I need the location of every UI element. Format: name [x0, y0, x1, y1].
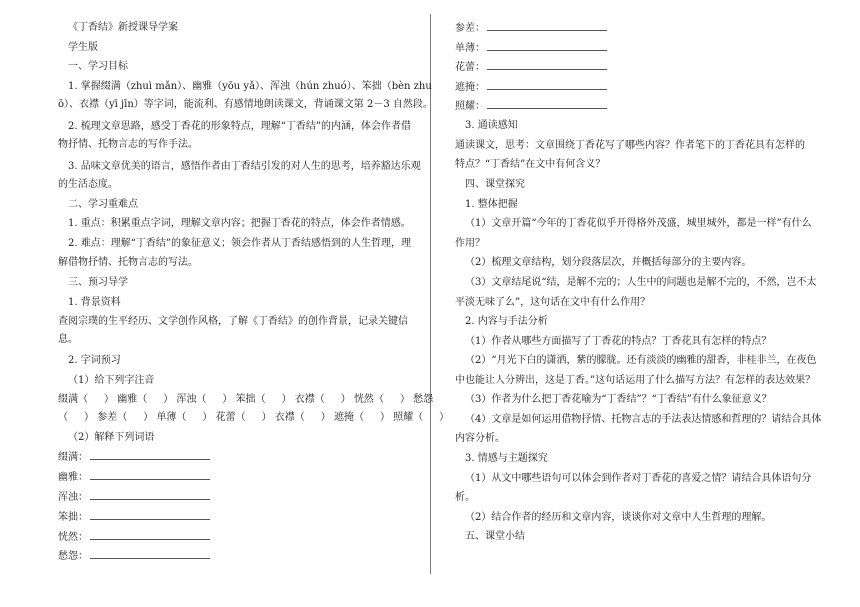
question-3-line-2: 平淡无味了么”，这句话在文中有什么作用？	[455, 297, 651, 308]
question-2: （2）梳理文章结构，划分段落层次，并概括每部分的主要内容。	[465, 257, 752, 268]
section-heading-explore: 四、课堂探究	[465, 179, 525, 190]
analysis-4-line-1: （4）文章是如何运用借物抒情、托物言志的手法表达情感和哲理的？请结合具体	[465, 414, 822, 425]
answer-blank[interactable]	[90, 490, 210, 500]
goal-3-line-1: 3. 品味文章优美的语言，感悟作者由丁香结引发的对人生的思考，培养豁达乐观	[68, 161, 421, 172]
explain-item[interactable]: 幽雅：	[58, 470, 210, 485]
pinyin-word: 单薄	[156, 412, 177, 423]
answer-blank[interactable]	[487, 99, 607, 109]
key-point-1: 1. 重点：积累重点字词，理解文章内容；把握丁香花的特点，体会作者情感。	[68, 218, 411, 229]
perceive-line-1: 通读课文，思考：文章围绕丁香花写了哪些内容？作者笔下的丁香花具有怎样的	[455, 140, 805, 151]
pinyin-word: 遮掩	[333, 412, 354, 423]
explain-item[interactable]: 浑浊：	[58, 490, 210, 505]
perceive-line-2: 特点？“丁香结”在文中有何含义？	[455, 159, 606, 170]
question-1-line-1: （1）文章开篇“今年的丁香花似乎开得格外茂盛，城里城外，都是一样”有什么	[465, 218, 812, 229]
section-heading-goals: 一、学习目标	[68, 61, 128, 72]
explain-item[interactable]: 花蕾：	[455, 60, 607, 75]
section-heading-summary: 五、课堂小结	[465, 531, 525, 542]
analysis-4-line-2: 内容分析。	[455, 433, 505, 444]
pinyin-row-2: （ ） 参差（ ） 单薄（ ） 花蕾（ ） 衣襟（ ） 遮掩（ ） 照耀（ ）	[58, 412, 450, 423]
analysis-1: （1）作者从哪些方面描写了丁香花的特点？丁香花具有怎样的特点？	[465, 336, 772, 347]
question-3-line-1: （3）文章结尾说“结，是解不完的；人生中的问题也是解不完的，不然，岂不太	[465, 277, 817, 288]
grasp-heading: 1. 整体把握	[465, 199, 518, 210]
explain-item[interactable]: 缀满：	[58, 450, 210, 465]
answer-blank[interactable]	[487, 21, 607, 31]
pinyin-heading: （1）给下列字注音	[68, 375, 155, 386]
answer-blank[interactable]	[90, 549, 210, 559]
pinyin-word: 衣襟	[274, 412, 295, 423]
goal-1-line-1: 1. 掌握缀满（zhuì mǎn）、幽雅（yōu yǎ）、浑浊（hún zhuó）、笨拙（bèn zhu	[68, 81, 432, 92]
pinyin-word: 参差	[97, 412, 118, 423]
pinyin-word: 浑浊	[176, 394, 197, 405]
pinyin-word: 笨拙	[235, 394, 256, 405]
word-preview-heading: 2. 字词预习	[68, 355, 121, 366]
background-line-2: 息。	[58, 334, 78, 345]
explain-item[interactable]: 恍然：	[58, 530, 210, 545]
question-1-line-2: 作用？	[455, 238, 485, 249]
theme-1-line-1: （1）从文中哪些语句可以体会到作者对丁香花的喜爱之情？请结合具体语句分	[465, 473, 812, 484]
theme-heading: 3. 情感与主题探究	[465, 453, 548, 464]
background-line-1: 查阅宗璞的生平经历、文学创作风格，了解《丁香结》的创作背景，记录关键信	[58, 316, 408, 327]
explain-item[interactable]: 照耀：	[455, 99, 607, 114]
goal-2-line-2: 物抒情、托物言志的写作手法。	[58, 139, 198, 150]
answer-blank[interactable]	[90, 450, 210, 460]
theme-1-line-2: 析。	[455, 492, 475, 503]
analysis-heading: 2. 内容与手法分析	[465, 316, 548, 327]
pinyin-word: 愁怨	[413, 394, 434, 405]
background-heading: 1. 背景资料	[68, 297, 121, 308]
document-title: 《丁香结》新授课导学案	[68, 22, 178, 33]
answer-blank[interactable]	[90, 470, 210, 480]
pinyin-word: 缀满	[58, 394, 78, 405]
pinyin-word: 恍然	[353, 394, 374, 405]
answer-blank[interactable]	[90, 530, 210, 540]
key-point-2-line-1: 2. 难点：理解“丁香结”的象征意义；领会作者从丁香结感悟到的人生哲理，理	[68, 238, 411, 249]
section-heading-preview: 三、预习导学	[68, 277, 128, 288]
goal-1-line-2: ō）、衣襟（yī jīn）等字词，能流利、有感情地朗读课文，背诵课文第 2－3 自然段。	[58, 99, 433, 110]
explain-item[interactable]: 单薄：	[455, 41, 607, 56]
answer-blank[interactable]	[487, 80, 607, 90]
pinyin-row-1: 缀满（ ） 幽雅（ ） 浑浊（ ） 笨拙（ ） 衣襟（ ） 恍然（ ） 愁怨	[58, 394, 434, 405]
explain-item[interactable]: 参差：	[455, 21, 607, 36]
analysis-2-line-2: 中也能让人分辨出，这是丁香。”这句话运用了什么描写方法？有怎样的表达效果？	[455, 375, 816, 386]
goal-2-line-1: 2. 梳理文章思路，感受丁香花的形象特点，理解“丁香结”的内涵，体会作者借	[68, 121, 411, 132]
theme-2: （2）结合作者的经历和文章内容，谈谈你对文章中人生哲理的理解。	[465, 512, 772, 523]
analysis-3: （3）作者为什么把丁香花喻为“丁香结”？“丁香结”有什么象征意义？	[465, 394, 772, 405]
explain-heading: （2）解释下列词语	[68, 432, 155, 443]
answer-blank[interactable]	[487, 41, 607, 51]
pinyin-word: 衣襟	[294, 394, 315, 405]
explain-item[interactable]: 愁怨：	[58, 549, 210, 564]
analysis-2-line-1: （2）“月光下白的潇洒，紫的朦胧。还有淡淡的幽雅的甜香，非桂非兰，在夜色	[465, 355, 817, 366]
key-point-2-line-2: 解借物抒情、托物言志的写法。	[58, 257, 198, 268]
pinyin-word: 幽雅	[117, 394, 138, 405]
section-heading-keys: 二、学习重难点	[68, 199, 138, 210]
explain-item[interactable]: 遮掩：	[455, 80, 607, 95]
answer-blank[interactable]	[90, 510, 210, 520]
explain-item[interactable]: 笨拙：	[58, 510, 210, 525]
version-label: 学生版	[68, 42, 98, 53]
goal-3-line-2: 的生活态度。	[58, 179, 118, 190]
answer-blank[interactable]	[487, 60, 607, 70]
pinyin-word: 花蕾	[215, 412, 236, 423]
pinyin-word: 照耀	[393, 412, 414, 423]
perceive-heading: 3. 通读感知	[465, 120, 518, 131]
